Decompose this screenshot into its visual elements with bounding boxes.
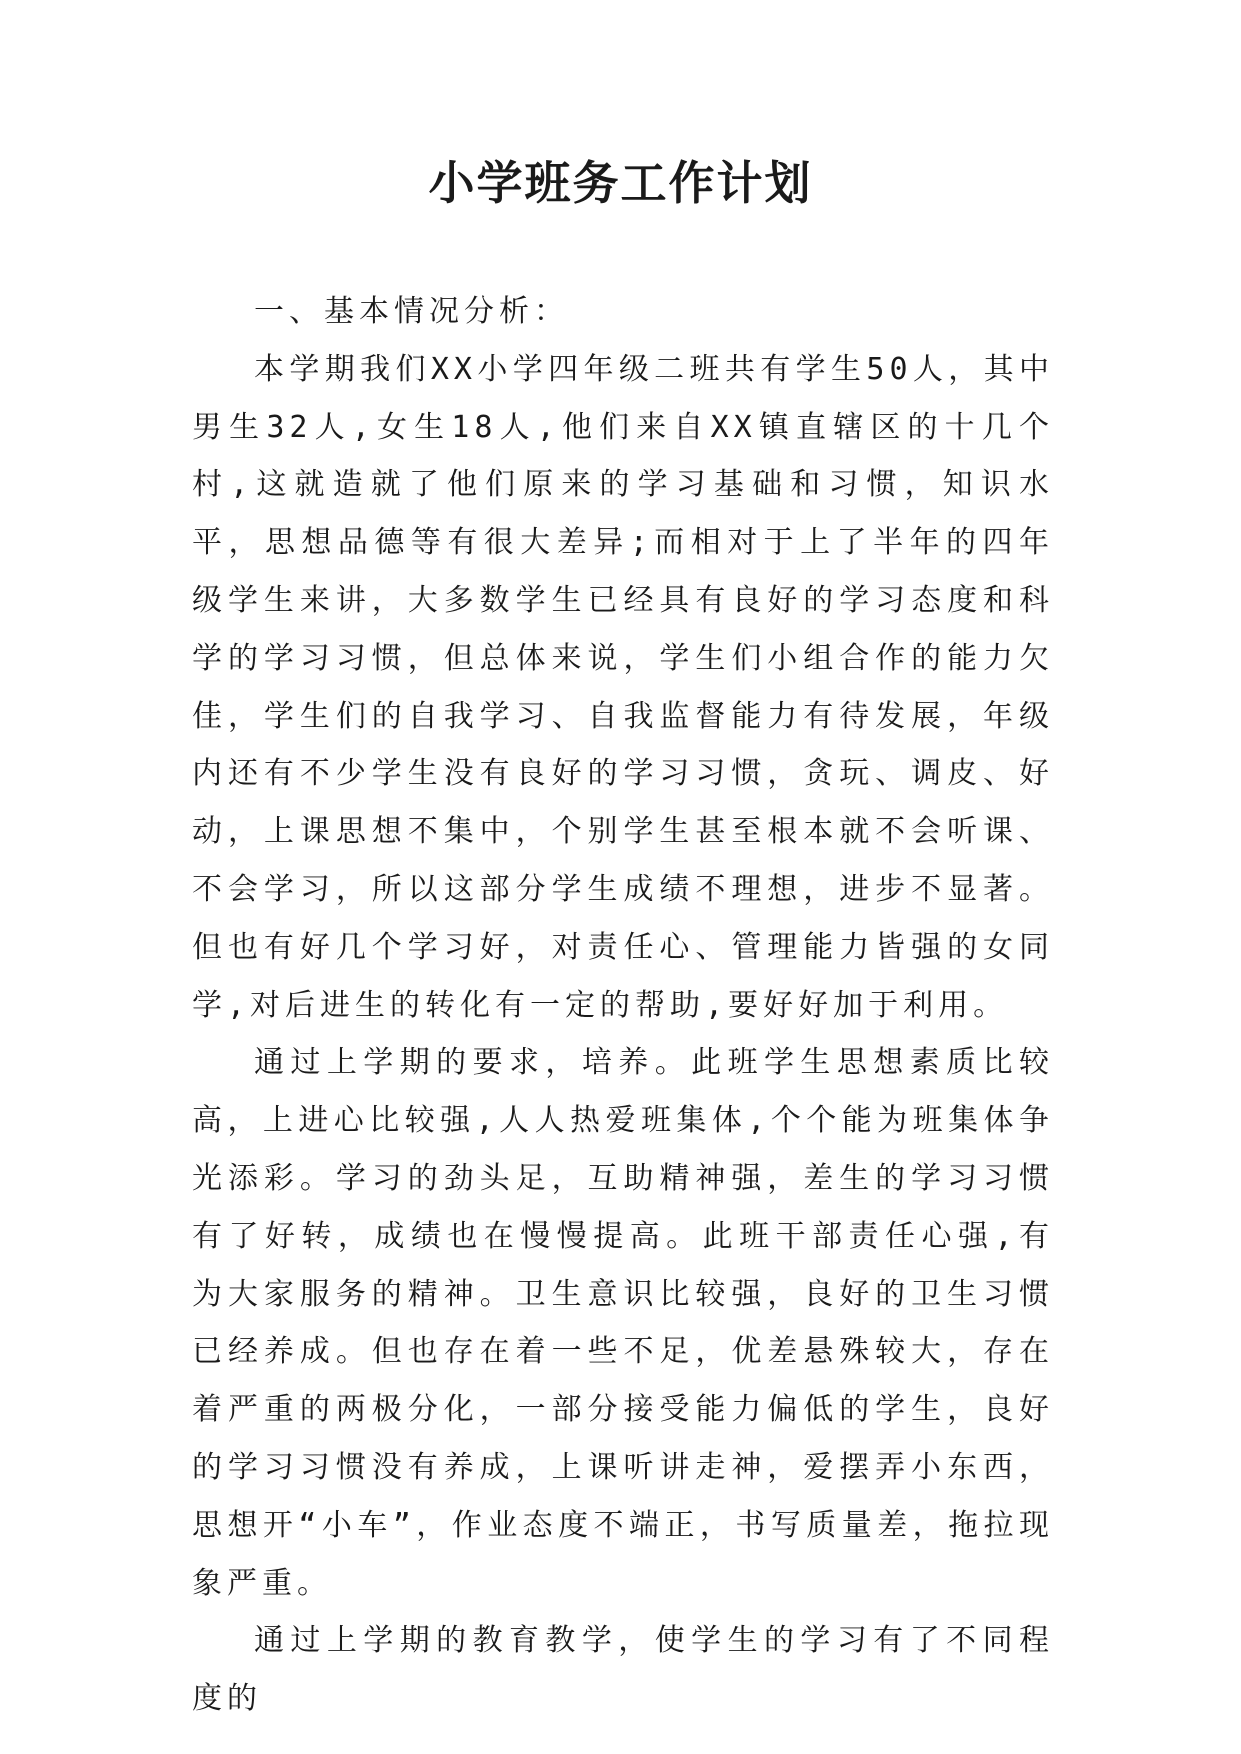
document-body [192, 283, 1054, 1728]
document-title: 小学班务工作计划 [428, 156, 813, 210]
paragraph: 通过上学期的要求，培养。此班学生思想素质比较高，上进心比较强,人人热爱班集体,个个能为班集体争光添彩。学习的劲头足，互助精神强，差生的学习习惯有了好转，成绩也在慢慢提高。此班干部责任心强,有为大家服务的精神。卫生意识比较强，良好的卫生习惯已经养成。但也存在着一些不足，优差悬殊较大，存在着严重的两极分化，一部分接受能力偏低的学生，良好的学习习惯没有养成，上课听讲走神，爱摆弄小东西，思想开“小车”，作业态度不端正，书写质量差，拖拉现象严重。 [192, 1045, 1054, 1601]
paragraph: 通过上学期的教育教学，使学生的学习有了不同程度的 [192, 1623, 1054, 1717]
paragraph: 本学期我们XX小学四年级二班共有学生50人，其中男生32人,女生18人,他们来自XX镇直辖区的十几个村,这就造就了他们原来的学习基础和习惯，知识水平，思想品德等有很大差异;而相对于上了半年的四年级学生来讲，大多数学生已经具有良好的学习态度和科学的学习习惯，但总体来说，学生们小组合作的能力欠佳，学生们的自我学习、自我监督能力有待发展，年级内还有不少学生没有良好的学习习惯，贪玩、调皮、好动，上课思想不集中，个别学生甚至根本就不会听课、不会学习，所以这部分学生成绩不理想，进步不显著。但也有好几个学习好，对责任心、管理能力皆强的女同学,对后进生的转化有一定的帮助,要好好加于利用。 [192, 351, 1054, 1023]
section-heading: 一、基本情况分析： [254, 294, 569, 329]
